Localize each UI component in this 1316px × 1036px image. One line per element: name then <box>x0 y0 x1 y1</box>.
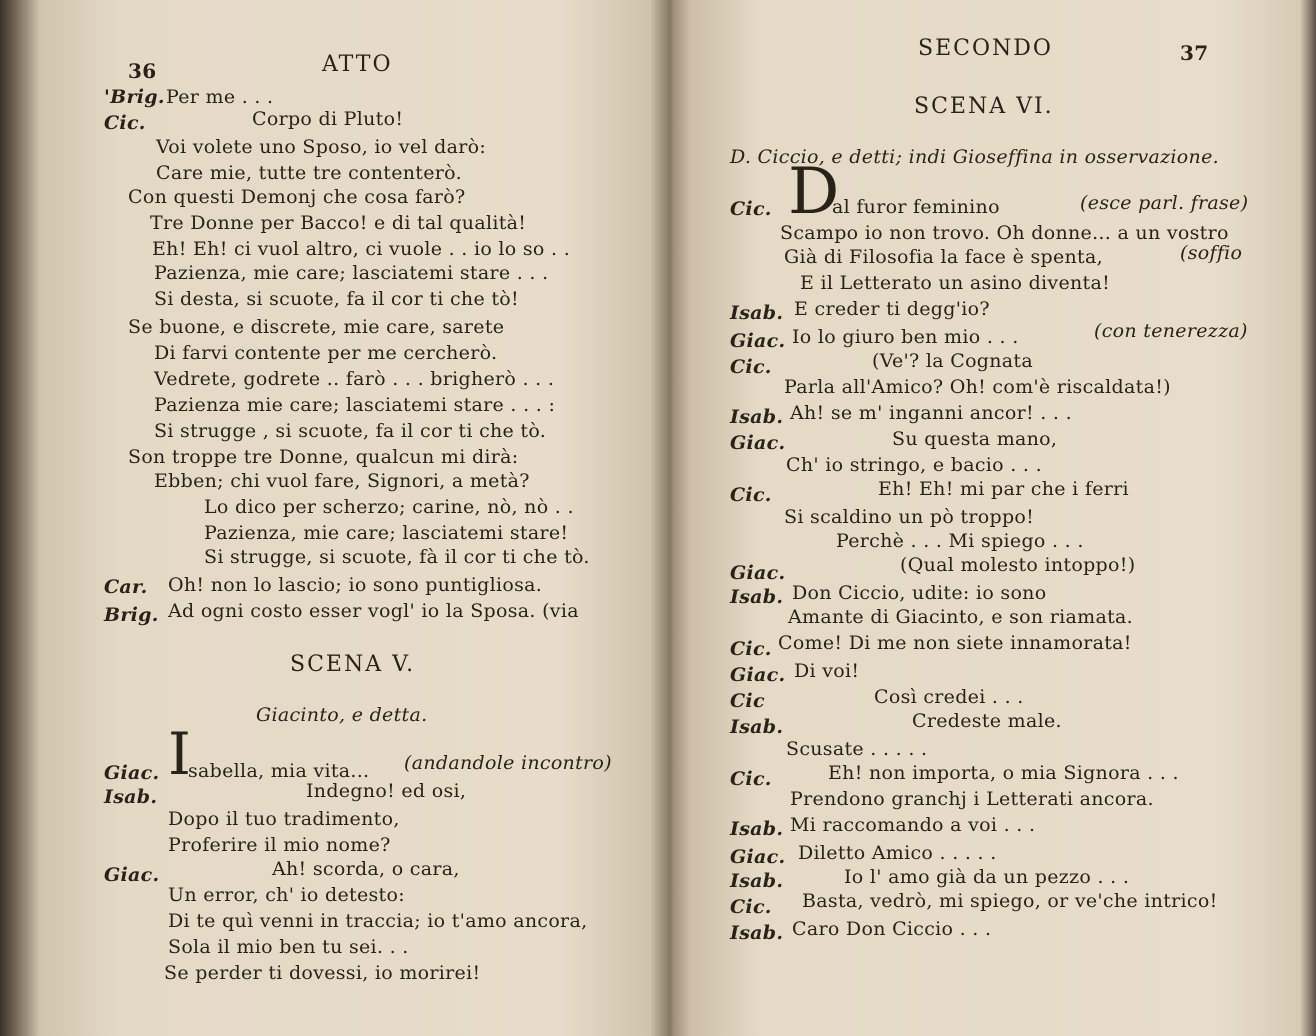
verse-line: Dopo il tuo tradimento, <box>168 808 400 830</box>
stage-direction: (andandole incontro) <box>404 752 612 774</box>
verse-line: Basta, vedrò, mi spiego, or ve'che intrico! <box>802 890 1218 912</box>
verse-line: Mi raccomando a voi . . . <box>790 814 1036 836</box>
verse-line: Prendono granchj i Letterati ancora. <box>790 788 1154 810</box>
speaker-label: Cic <box>730 690 765 712</box>
verse-line: Ebben; chi vuol fare, Signori, a metà? <box>154 470 530 492</box>
speaker-label: Giac. <box>730 846 786 868</box>
verse-line: Come! Di me non siete innamorata! <box>778 632 1132 654</box>
verse-line: Su questa mano, <box>892 428 1058 450</box>
verse-line: Indegno! ed osi, <box>306 780 467 802</box>
verse-line: Si strugge, si scuote, fà il cor ti che tò. <box>204 546 590 568</box>
verse-line: Per me . . . <box>166 86 274 108</box>
verse-line: Un error, ch' io detesto: <box>168 884 405 906</box>
speaker-label: Giac. <box>104 864 160 886</box>
speaker-label: Cic. <box>730 356 772 378</box>
speaker-label: Giac. <box>730 562 786 584</box>
verse-line: Diletto Amico . . . . . <box>798 842 997 864</box>
verse-line: Don Ciccio, udite: io sono <box>792 582 1047 604</box>
speaker-label: Brig. <box>104 604 159 626</box>
verse-line: sabella, mia vita... <box>188 760 370 782</box>
speaker-label: Isab. <box>730 870 784 892</box>
verse-line: Ad ogni costo esser vogl' io la Sposa. (via <box>168 600 579 622</box>
verse-line: Care mie, tutte tre contenterò. <box>156 162 462 184</box>
verse-line: Pazienza, mie care; lasciatemi stare! <box>204 522 569 544</box>
drop-capital: D <box>788 155 840 229</box>
drop-capital: I <box>168 720 191 788</box>
speaker-label: Isab. <box>730 406 784 428</box>
verse-line: Ch' io stringo, e bacio . . . <box>786 454 1042 476</box>
stage-direction: (esce parl. frase) <box>1080 192 1249 214</box>
verse-line: Amante di Giacinto, e son riamata. <box>788 606 1133 628</box>
verse-line: Di voi! <box>794 660 860 682</box>
verse-line: Caro Don Ciccio . . . <box>792 918 992 940</box>
speaker-label: Isab. <box>104 786 158 808</box>
right-page <box>668 0 1316 1036</box>
verse-line: Con questi Demonj che cosa farò? <box>128 186 466 208</box>
scene-cast: D. Ciccio, e detti; indi Gioseffina in osservazione. <box>730 146 1219 168</box>
verse-line: Tre Donne per Bacco! e di tal qualità! <box>150 212 527 234</box>
verse-line: Si scaldino un pò troppo! <box>784 506 1035 528</box>
speaker-label: Cic. <box>730 768 772 790</box>
speaker-label: Isab. <box>730 586 784 608</box>
speaker-label: Giac. <box>104 762 160 784</box>
speaker-label: Isab. <box>730 716 784 738</box>
speaker-label: 'Brig. <box>104 86 165 108</box>
speaker-label: Isab. <box>730 922 784 944</box>
verse-line: E il Letterato un asino diventa! <box>800 272 1111 294</box>
verse-line: E creder ti degg'io? <box>794 298 990 320</box>
speaker-label: Cic. <box>730 484 772 506</box>
verse-line: Si strugge , si scuote, fa il cor ti che tò. <box>154 420 547 442</box>
verse-line: Pazienza mie care; lasciatemi stare . . . : <box>154 394 556 416</box>
verse-line: Sola il mio ben tu sei. . . <box>168 936 409 958</box>
verse-line: Son troppe tre Donne, qualcun mi dirà: <box>128 446 519 468</box>
speaker-label: Isab. <box>730 818 784 840</box>
verse-line: (Ve'? la Cognata <box>872 350 1033 372</box>
verse-line: Eh! Eh! mi par che i ferri <box>878 478 1129 500</box>
speaker-label: Cic. <box>730 638 772 660</box>
speaker-label: Giac. <box>730 432 786 454</box>
stage-direction: (con tenerezza) <box>1094 320 1248 342</box>
speaker-label: Cic. <box>104 112 146 134</box>
verse-line: Così credei . . . <box>874 686 1024 708</box>
verse-line: Io lo giuro ben mio . . . <box>792 326 1019 348</box>
verse-line: Perchè . . . Mi spiego . . . <box>836 530 1084 552</box>
verse-line: Proferire il mio nome? <box>168 834 391 856</box>
page-number: 37 <box>1180 41 1209 65</box>
verse-line: Ah! scorda, o cara, <box>272 858 460 880</box>
verse-line: Di farvi contente per me cercherò. <box>154 342 498 364</box>
verse-line: Oh! non lo lascio; io sono puntigliosa. <box>168 574 543 596</box>
verse-line: Io l' amo già da un pezzo . . . <box>844 866 1130 888</box>
verse-line: Pazienza, mie care; lasciatemi stare . . . <box>154 262 549 284</box>
verse-line: Parla all'Amico? Oh! com'è riscaldata!) <box>784 376 1171 398</box>
verse-line: al furor feminino <box>832 196 1000 218</box>
speaker-label: Cic. <box>730 896 772 918</box>
scene-title: SCENA VI. <box>914 94 1054 119</box>
speaker-label: Cic. <box>730 198 772 220</box>
verse-line: Corpo di Pluto! <box>252 108 404 130</box>
speaker-label: Giac. <box>730 330 786 352</box>
verse-line: Se buone, e discrete, mie care, sarete <box>128 316 505 338</box>
verse-line: Voi volete uno Sposo, io vel darò: <box>156 136 487 158</box>
verse-line: Credeste male. <box>912 710 1062 732</box>
scene-title: SCENA V. <box>290 652 416 677</box>
scene-cast: Giacinto, e detta. <box>256 704 428 726</box>
page-number: 36 <box>128 59 157 83</box>
speaker-label: Isab. <box>730 302 784 324</box>
speaker-label: Giac. <box>730 664 786 686</box>
verse-line: Eh! Eh! ci vuol altro, ci vuole . . io lo so . . <box>152 238 571 260</box>
verse-line: Scusate . . . . . <box>786 738 928 760</box>
verse-line: Di te quì venni in traccia; io t'amo ancora, <box>168 910 588 932</box>
speaker-label: Car. <box>104 576 148 598</box>
verse-line: Si desta, si scuote, fa il cor ti che tò! <box>154 288 519 310</box>
verse-line: Se perder ti dovessi, io morirei! <box>164 962 481 984</box>
verse-line: Vedrete, godrete .. farò . . . brigherò . . . <box>154 368 555 390</box>
stage-direction: (soffio <box>1180 242 1243 264</box>
verse-line: (Qual molesto intoppo!) <box>900 554 1136 576</box>
verse-line: Scampo io non trovo. Oh donne... a un vostro <box>780 222 1229 244</box>
running-head: SECONDO <box>918 36 1053 61</box>
running-head: ATTO <box>322 52 393 77</box>
verse-line: Lo dico per scherzo; carine, nò, nò . . <box>204 496 574 518</box>
verse-line: Eh! non importa, o mia Signora . . . <box>828 762 1179 784</box>
verse-line: Già di Filosofia la face è spenta, <box>784 246 1103 268</box>
verse-line: Ah! se m' inganni ancor! . . . <box>790 402 1072 424</box>
